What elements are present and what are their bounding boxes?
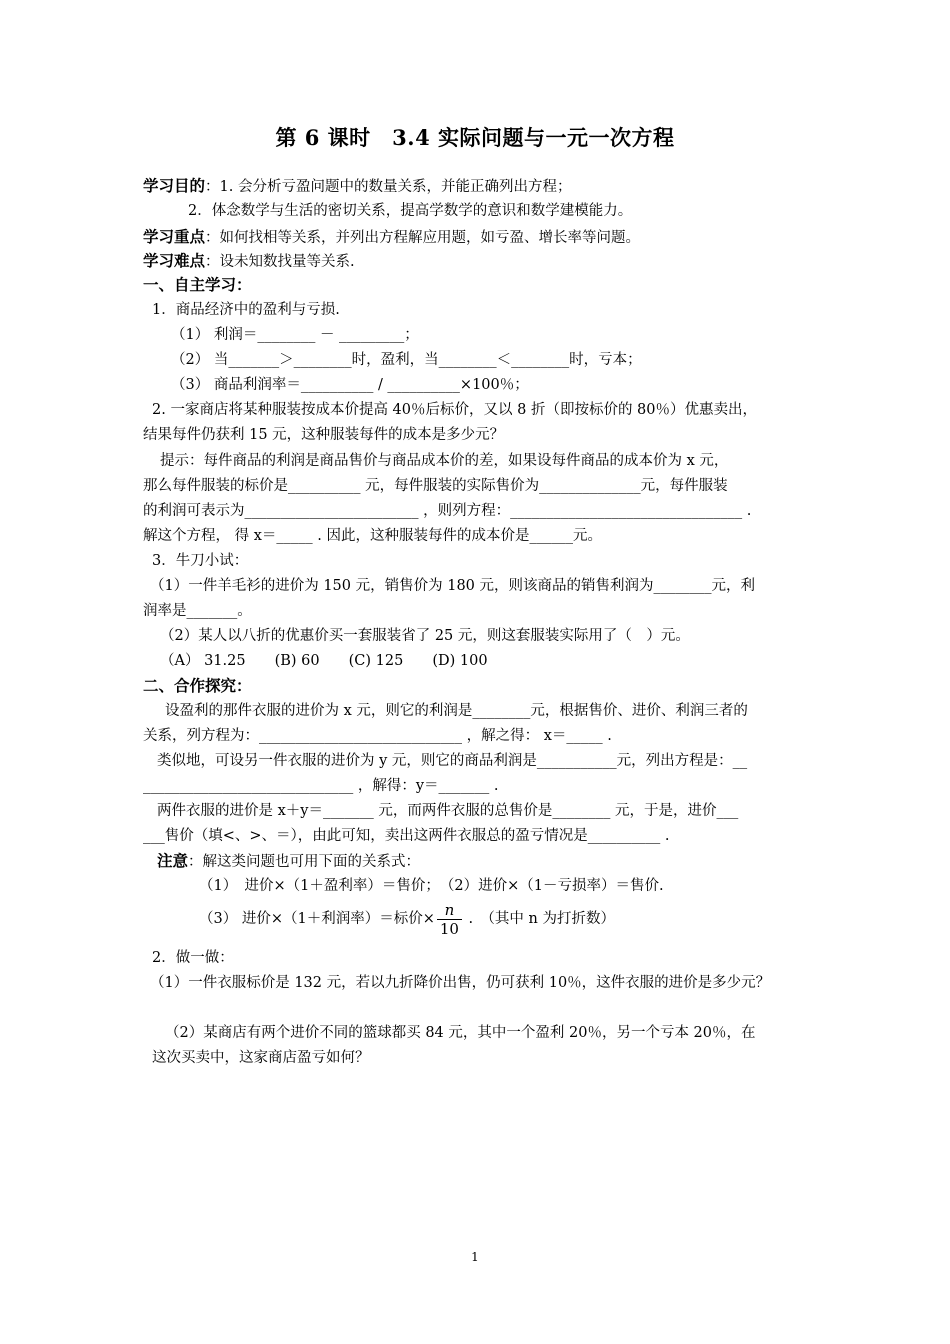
section1-item3: 3．牛刀小试： xyxy=(152,553,249,569)
difficulty-label: 学习难点 xyxy=(143,251,206,270)
formula-3-prefix: （3） 进价×（1＋利润率）＝标价× xyxy=(199,911,435,927)
page-title: 第 6 课时 3.4 实际问题与一元一次方程 xyxy=(275,125,675,150)
exercise-2-line1: （2）某商店有两个进价不同的篮球都买 84 元，其中一个盈利 20％，另一个亏本 20％，在 xyxy=(165,1025,756,1041)
section2-item2: 2．做一做： xyxy=(152,950,234,966)
formula-3-suffix: . （其中 n 为打折数） xyxy=(463,911,615,927)
note-text: ：解这类问题也可用下面的关系式： xyxy=(188,854,421,870)
question1-line1: （1）一件羊毛衫的进价为 150 元，销售价为 180 元，则该商品的销售利润为________元，利 xyxy=(150,578,756,594)
section1-sub1: （1） 利润＝________ － _________； xyxy=(171,327,419,343)
formula-3 xyxy=(199,899,615,939)
page-number: 1 xyxy=(471,1250,479,1264)
goal-line-1 xyxy=(143,176,571,197)
section1-item2-line2: 结果每件仍获利 15 元，这种服装每件的成本是多少元？ xyxy=(143,427,505,443)
section1-heading: 一、自主学习： xyxy=(143,275,252,294)
hint-line-2: 那么每件服装的标价是__________ 元，每件服装的实际售价为______________元，每件服装 xyxy=(143,478,728,494)
section1-item2-line1: 2. 一家商店将某种服装按成本价提高 40％后标价，又以 8 折（即按标价的 80％）优惠卖出， xyxy=(152,402,758,418)
focus-line xyxy=(143,227,640,248)
explore-p3-line2: ___售价（填<、>、＝），由此可知，卖出这两件衣服总的盈亏情况是__________ . xyxy=(143,828,670,844)
goal-label: 学习目的 xyxy=(143,176,206,195)
question1-line2: 润率是_______。 xyxy=(143,603,252,619)
goal-text-1: ：1. 会分析亏盈问题中的数量关系，并能正确列出方程； xyxy=(205,179,572,195)
explore-p2-line1: 类似地，可设另一件衣服的进价为 y 元，则它的商品利润是___________元，列出方程是：__ xyxy=(157,753,748,769)
difficulty-text: ：设未知数找量等关系. xyxy=(205,254,355,270)
goal-text-2: 2．体念数学与生活的密切关系，提高学数学的意识和数学建模能力。 xyxy=(188,203,633,219)
question2: （2）某人以八折的优惠价买一套服装省了 25 元，则这套服装实际用了（ ）元。 xyxy=(160,628,690,644)
explore-p1-line1: 设盈利的那件衣服的进价为 x 元，则它的利润是________元，根据售价、进价、利润三者的 xyxy=(165,703,748,719)
hint-line-4: 解这个方程， 得 x＝_____ . 因此，这种服装每件的成本价是______元。 xyxy=(143,528,602,544)
note-line xyxy=(157,851,420,872)
focus-text: ：如何找相等关系，并列出方程解应用题，如亏盈、增长率等问题。 xyxy=(205,230,641,246)
question2-choices: （A） 31.25 (B) 60 (C) 125 (D) 100 xyxy=(160,653,488,669)
fraction-numerator: n xyxy=(444,900,455,919)
hint-line-3: 的利润可表示为________________________ ，则列方程：________________________________ . xyxy=(143,503,752,519)
difficulty-line xyxy=(143,251,355,272)
formula-1-2: （1） 进价×（1＋盈利率）＝售价； （2）进价×（1－亏损率）＝售价. xyxy=(199,878,664,894)
focus-label: 学习重点 xyxy=(143,227,206,246)
explore-p3-line1: 两件衣服的进价是 x＋y＝_______ 元，而两件衣服的总售价是________ 元，于是，进价___ xyxy=(157,803,739,819)
exercise-2-line2: 这次买卖中，这家商店盈亏如何？ xyxy=(152,1050,370,1066)
explore-p2-line2: _____________________________ ，解得：y＝_______ . xyxy=(143,778,499,794)
note-label: 注意 xyxy=(157,851,189,870)
section1-sub2: （2） 当_______＞________时，盈利，当________＜________时，亏本； xyxy=(171,352,642,368)
fraction-denominator: 10 xyxy=(437,919,462,938)
section2-heading: 二、合作探究： xyxy=(143,676,252,695)
section1-sub3: （3） 商品利润率＝__________ / __________×100％； xyxy=(171,377,529,393)
exercise-1: （1）一件衣服标价是 132 元，若以九折降价出售，仍可获利 10％，这件衣服的进价是多少元？ xyxy=(150,975,771,991)
hint-line-1: 提示：每件商品的利润是商品售价与商品成本价的差，如果设每件商品的成本价为 x 元， xyxy=(160,453,729,469)
fraction-n-over-10 xyxy=(437,901,462,938)
section1-item1: 1．商品经济中的盈利与亏损. xyxy=(152,302,340,318)
explore-p1-line2: 关系，列方程为：____________________________ ，解之得： x＝_____ . xyxy=(143,728,612,744)
